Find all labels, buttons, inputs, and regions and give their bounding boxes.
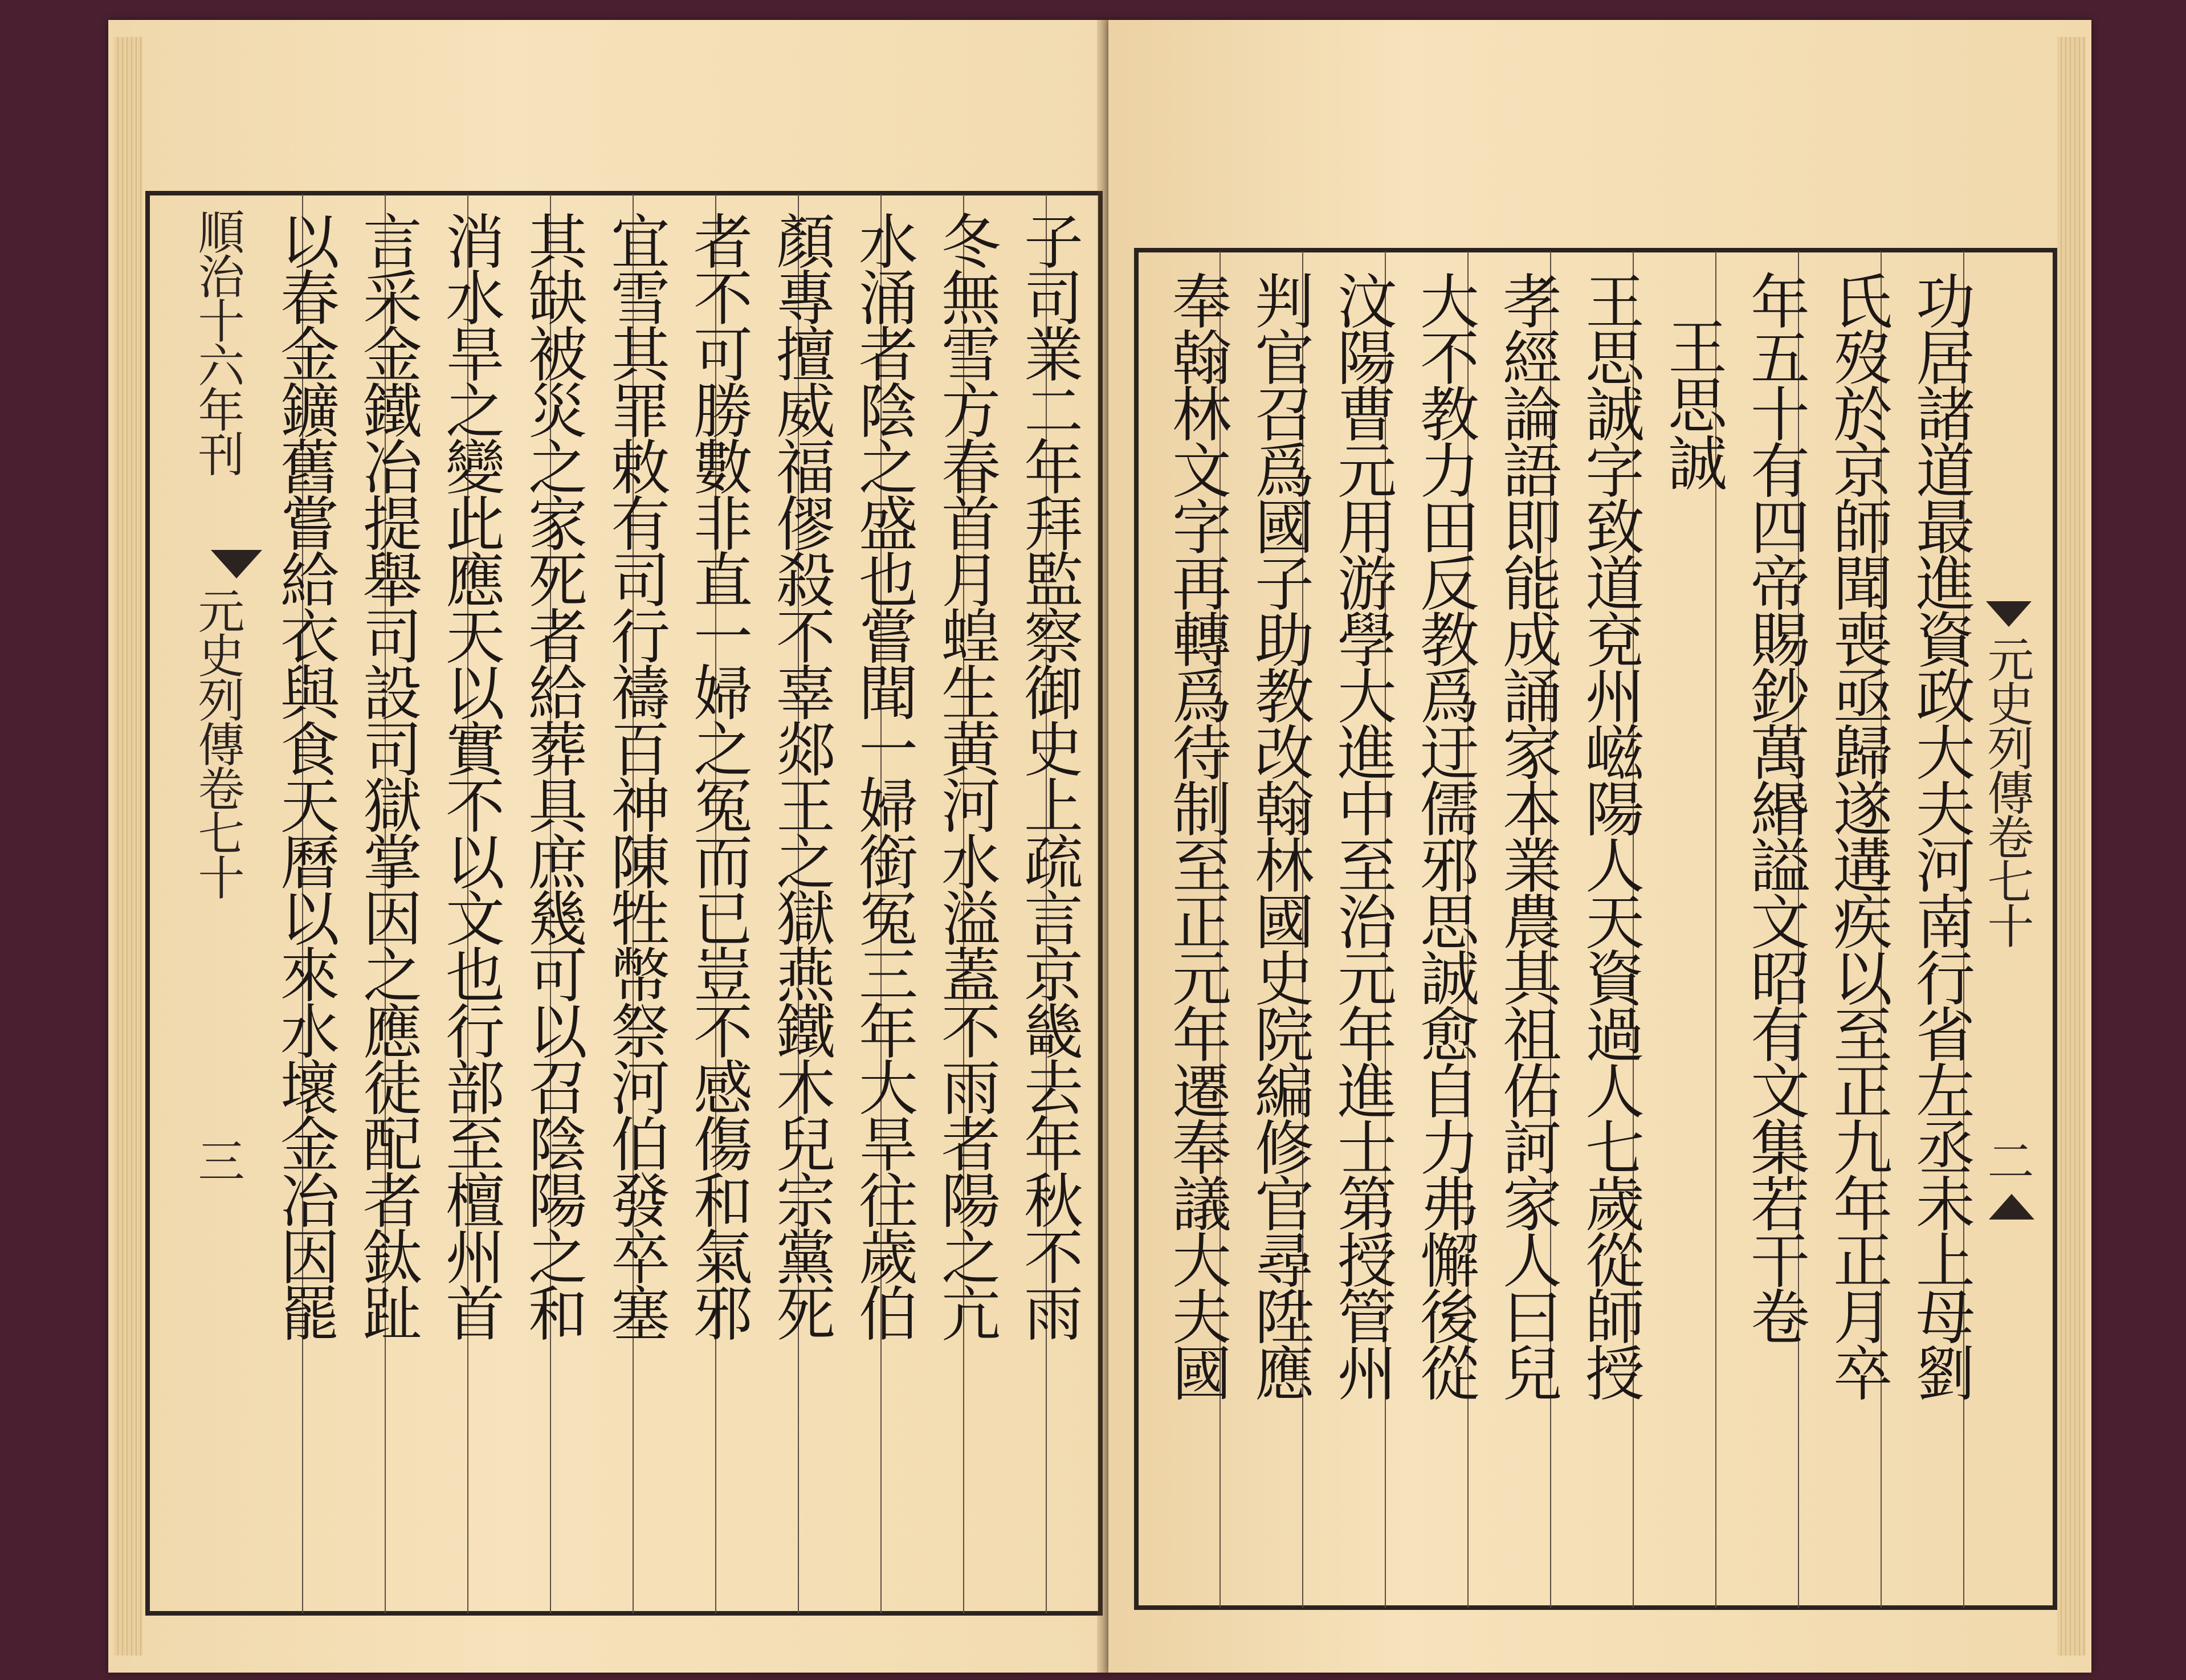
text-column: 汶陽曹元用游學大進中至治元年進士第授管州 [1327, 271, 1397, 1399]
text-column: 宜雪其罪敕有司行禱百神陳牲幣祭河伯發卒塞 [601, 211, 670, 1339]
text-column: 其缺被災之家死者給葬具庶幾可以召陰陽之和 [518, 211, 588, 1339]
text-column: 水涌者陰之盛也嘗聞一婦銜冤三年大旱往歲伯 [849, 211, 918, 1339]
text-column: 消水旱之變此應天以實不以文也行部至檀州首 [435, 211, 505, 1339]
text-column: 子司業二年拜監察御史上疏言京畿去年秋不雨 [1014, 211, 1083, 1339]
text-column: 以春金鑛舊嘗給衣與食天曆以來水壞金冶因罷 [270, 211, 340, 1339]
text-column: 氏歿於京師聞喪亟歸遂遘疾以至正九年正月卒 [1823, 271, 1893, 1399]
text-column: 年五十有四帝賜鈔萬緡謚文昭有文集若干卷 [1740, 271, 1810, 1343]
text-column: 判官召爲國子助教改翰林國史院編修官尋陞應 [1245, 271, 1314, 1399]
fish-tail-mark [1986, 601, 2032, 627]
text-column: 功居諸道最進資政大夫河南行省左丞未上母劉 [1906, 271, 1975, 1399]
text-column: 大不教力田反教爲迂儒邪思誠愈自力弗懈後從 [1410, 271, 1479, 1399]
text-column: 孝經論語即能成誦家本業農其祖佑訶家人曰兒 [1492, 271, 1562, 1399]
left-page [108, 20, 1108, 1673]
text-column: 王思誠字致道兗州嵫陽人天資過人七歲從師授 [1575, 271, 1645, 1399]
fish-tail-mark [1989, 1194, 2034, 1220]
text-column: 言采金鐵冶提舉司設司獄掌因之應徒配者鈦趾 [353, 211, 422, 1339]
biography-heading: 王思誠 [1658, 316, 1727, 491]
left-page-edge [114, 37, 142, 1655]
volume-title: 元史列傳卷七十 [1980, 635, 2034, 947]
folio-number: 二 [1980, 1137, 2034, 1181]
text-column: 奉翰林文字再轉爲待制至正元年遷奉議大夫國 [1162, 271, 1231, 1399]
text-column: 者不可勝數非直一婦之冤而已豈不感傷和氣邪 [683, 211, 753, 1339]
text-column: 冬無雪方春首月蝗生黄河水溢蓋不雨者陽之亢 [931, 211, 1001, 1339]
edition-note: 順治十六年刊 [190, 208, 244, 475]
text-column: 顏專擅威福僇殺不辜郯王之獄燕鐵木兒宗黨死 [766, 211, 835, 1339]
open-book [108, 20, 2091, 1673]
fish-tail-mark [211, 550, 262, 578]
folio-number: 三 [190, 1137, 244, 1181]
volume-title: 元史列傳卷七十 [190, 587, 244, 898]
right-page-edge [2057, 37, 2086, 1655]
right-page [1108, 20, 2091, 1673]
